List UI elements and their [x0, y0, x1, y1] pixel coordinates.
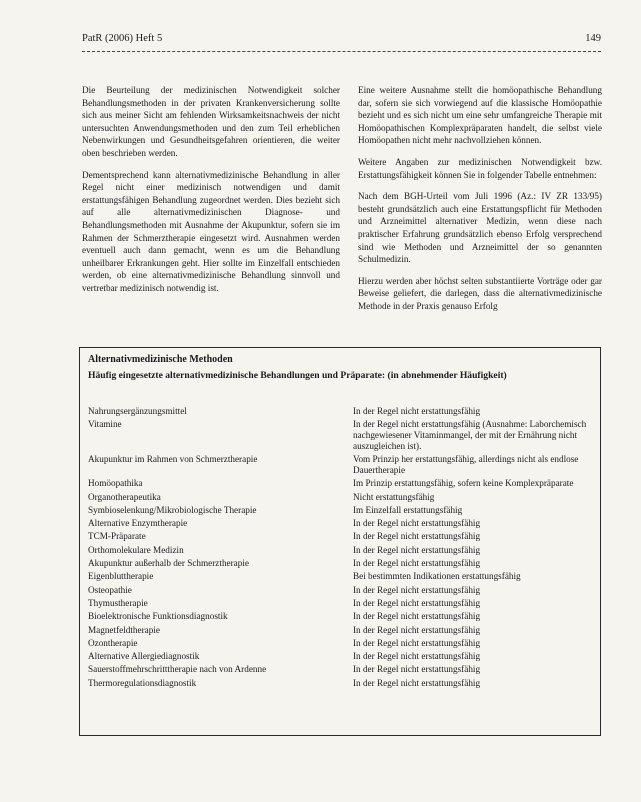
table-row — [88, 454, 594, 476]
method-cell: Alternative Enzymtherapie — [88, 518, 188, 529]
table-row — [88, 571, 594, 582]
table-row — [88, 651, 594, 662]
reimbursement-cell: Im Prinzip erstattungsfähig, sofern keine Komplexpräparate — [353, 478, 574, 489]
table-row — [88, 611, 594, 622]
table-row — [88, 558, 594, 569]
reimbursement-cell: In der Regel nicht erstattungsfähig — [353, 544, 481, 555]
header-rule — [82, 51, 601, 52]
table-row — [88, 406, 594, 417]
method-cell: Thymustherapie — [88, 597, 148, 608]
reimbursement-cell: In der Regel nicht erstattungsfähig — [353, 531, 481, 542]
reimbursement-cell: In der Regel nicht erstattungsfähig — [353, 651, 481, 662]
table-row — [88, 638, 594, 649]
reimbursement-cell: In der Regel nicht erstattungsfähig — [353, 664, 481, 675]
table-row — [88, 545, 594, 556]
method-cell: Nahrungsergänzungsmittel — [88, 406, 187, 416]
method-cell: Symbioselenkung/Mikrobiologische Therapie — [88, 504, 257, 515]
reimbursement-cell: In der Regel nicht erstattungsfähig — [353, 584, 481, 595]
methods-table — [79, 347, 601, 736]
reimbursement-cell: In der Regel nicht erstattungsfähig — [353, 677, 481, 688]
method-cell: Akupunktur im Rahmen von Schmerztherapie — [88, 454, 258, 465]
paragraph: Eine weitere Ausnahme stellt die homöopathische Behandlung dar, sofern sie sich vorwiegend auf die klassische Homöopathie bezieht und es sich nicht um eine sehr umfangreiche Therapie mit Homöopathischen Komplexpräparaten handelt, die selbst viele Homöopathen nicht mehr nachvollziehen können. — [358, 85, 602, 146]
method-cell: Akupunktur außerhalb der Schmerztherapie — [88, 558, 249, 569]
method-cell: Thermoregulationsdiagnostik — [88, 677, 197, 688]
table-row — [88, 625, 594, 636]
paragraph: Hierzu werden aber höchst selten substantiierte Vorträge oder gar Beweise geliefert, die darlegen, dass die alternativmedizinische Methode in der Praxis genauso Erfolg — [358, 275, 602, 311]
reimbursement-cell: In der Regel nicht erstattungsfähig (Ausnahme: Laborchemisch nachgewiesener Vitaminmangel, der mit der Ernährung nicht auszugleichen ist). — [353, 419, 587, 451]
method-cell: Organotherapeutika — [88, 491, 161, 502]
left-column — [82, 84, 340, 304]
method-cell: Bioelektronische Funktionsdiagnostik — [88, 611, 228, 622]
reimbursement-cell: In der Regel nicht erstattungsfähig — [353, 611, 481, 622]
reimbursement-cell: In der Regel nicht erstattungsfähig — [353, 637, 481, 648]
table-row — [88, 478, 594, 489]
page-number: 149 — [585, 33, 601, 44]
reimbursement-cell: Nicht erstattungsfähig — [353, 491, 435, 502]
method-cell: Homöopathika — [88, 478, 143, 489]
reimbursement-cell: In der Regel nicht erstattungsfähig — [353, 406, 481, 416]
reimbursement-cell: Vom Prinzip her erstattungsfähig, allerdings nicht als endlose Dauertherapie — [353, 454, 579, 475]
table-row — [88, 598, 594, 609]
paragraph: Weitere Angaben zur medizinischen Notwendigkeit bzw. Erstattungsfähigkeit können Sie in folgender Tabelle entnehmen: — [358, 156, 602, 180]
method-cell: Ozontherapie — [88, 637, 138, 648]
reimbursement-cell: Bei bestimmten Indikationen erstattungsfähig — [353, 571, 521, 582]
table-row — [88, 505, 594, 516]
paragraph: Nach dem BGH-Urteil vom Juli 1996 (Az.: IV ZR 133/95) besteht grundsätzlich auch eine Erstattungspflicht für Methoden und Arzneimittel alternativer Medizin, wenn diese nach praktischer Erfahrung grundsätzlich ebenso Erfolg versprechend sind wie Methoden und Arzneimittel der so genannten Schulmedizin. — [358, 191, 602, 265]
method-cell: Sauerstoffmehrschritttherapie nach von Ardenne — [88, 664, 267, 675]
table-row — [88, 518, 594, 529]
table-row — [88, 531, 594, 542]
method-cell: Magnetfeldtherapie — [88, 624, 160, 635]
table-row — [88, 678, 594, 689]
right-column — [358, 84, 602, 322]
method-cell: Orthomolekulare Medizin — [88, 544, 184, 555]
paragraph: Dementsprechend kann alternativmedizinische Behandlung in aller Regel nicht einer medizinisch notwendigen und damit erstattungsfähigen Behandlung zugeordnet werden. Dies bezieht sich auf alle alternativmedizinischen Diagnose- und Behandlungsmethoden mit Ausnahme der Akupunktur, sofern sie im Rahmen der Schmerztherapie eingesetzt wird. Ausnahmen werden eventuell auch dann gemacht, wenn es um die Behandlung unheilbarer Erkrankungen geht. Hier sollte im Einzelfall entschieden werden, ob eine alternativmedizinische Behandlung sinnvoll und vertretbar medizinisch notwendig ist. — [82, 169, 340, 293]
method-cell: TCM-Präparate — [88, 531, 146, 542]
paragraph: Die Beurteilung der medizinischen Notwendigkeit solcher Behandlungsmethoden in der privaten Krankenversicherung sollte sich aus meiner Sicht am fehlenden Wirksamkeitsnachweis der nicht untersuchten Anwendungsmethoden und den zum Teil erheblichen Nebenwirkungen und Gesundheitsgefahren orientieren, die weiter oben beschrieben werden. — [82, 85, 340, 158]
method-cell: Eigenbluttherapie — [88, 571, 154, 582]
method-cell: Alternative Allergiediagnostik — [88, 651, 200, 662]
reimbursement-cell: Im Einzelfall erstattungsfähig — [353, 504, 463, 515]
method-cell: Osteopathie — [88, 584, 132, 595]
table-row — [88, 664, 594, 675]
reimbursement-cell: In der Regel nicht erstattungsfähig — [353, 558, 481, 569]
running-head — [82, 33, 601, 44]
reimbursement-cell: In der Regel nicht erstattungsfähig — [353, 518, 481, 529]
table-row — [88, 419, 594, 451]
table-title: Alternativmedizinische Methoden — [88, 354, 233, 365]
journal-reference: PatR (2006) Heft 5 — [82, 33, 163, 44]
reimbursement-cell: In der Regel nicht erstattungsfähig — [353, 624, 481, 635]
method-cell: Vitamine — [88, 419, 122, 430]
table-row — [88, 585, 594, 596]
table-body — [88, 406, 594, 691]
reimbursement-cell: In der Regel nicht erstattungsfähig — [353, 597, 481, 608]
table-subtitle: Häufig eingesetzte alternativmedizinische Behandlungen und Präparate: (in abnehmender Häufigkeit) — [88, 370, 507, 381]
table-row — [88, 492, 594, 503]
